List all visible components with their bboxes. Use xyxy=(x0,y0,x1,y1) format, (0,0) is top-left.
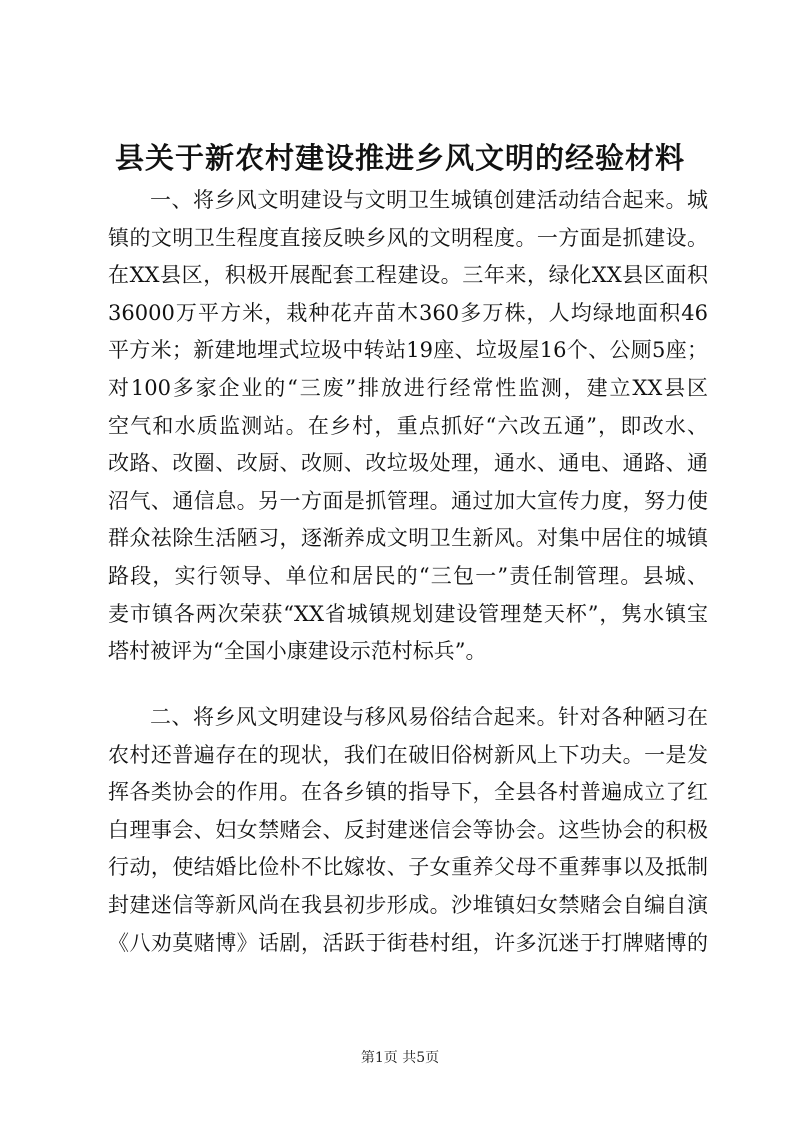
paragraph-line: 农村还普遍存在的现状，我们在破旧俗树新风上下功夫。一是发 xyxy=(108,742,708,767)
paragraph-line: 塔村被评为“全国小康建设示范村标兵”。 xyxy=(108,639,487,664)
paragraph-line: 平方米；新建地埋式垃圾中转站19座、垃圾屋16个、公厕5座； xyxy=(108,338,708,363)
paragraph-line: 行动，使结婚比俭朴不比嫁妆、子女重养父母不重葬事以及抵制 xyxy=(108,855,708,880)
paragraph-line: 麦市镇各两次荣获“XX省城镇规划建设管理楚天杯”，隽水镇宝 xyxy=(108,601,708,626)
paragraph-line: 空气和水质监测站。在乡村，重点抓好“六改五通”，即改水、 xyxy=(108,413,708,438)
paragraph-line: 封建迷信等新风尚在我县初步形成。沙堆镇妇女禁赌会自编自演 xyxy=(108,892,708,917)
paragraph-line: 36000万平方米，栽种花卉苗木360多万株，人均绿地面积46 xyxy=(108,300,708,325)
page-number-footer: 第1页 共5页 xyxy=(360,1050,440,1066)
paragraph-1 xyxy=(108,182,708,671)
paragraph-line: 一、将乡风文明建设与文明卫生城镇创建活动结合起来。城 xyxy=(150,188,708,212)
paragraph-2 xyxy=(108,699,708,962)
paragraph-line: 沼气、通信息。另一方面是抓管理。通过加大宣传力度，努力使 xyxy=(108,488,708,513)
paragraph-line: 对100多家企业的“三废”排放进行经常性监测，建立XX县区 xyxy=(108,375,708,400)
paragraph-line: 群众祛除生活陋习，逐渐养成文明卫生新风。对集中居住的城镇 xyxy=(108,526,708,551)
paragraph-line: 挥各类协会的作用。在各乡镇的指导下，全县各村普遍成立了红 xyxy=(108,780,708,805)
paragraph-line: 改路、改圈、改厨、改厕、改垃圾处理，通水、通电、通路、通 xyxy=(108,451,708,476)
paragraph-line: 白理事会、妇女禁赌会、反封建迷信会等协会。这些协会的积极 xyxy=(108,817,708,842)
paragraph-line: 二、将乡风文明建设与移风易俗结合起来。针对各种陋习在 xyxy=(150,705,708,729)
paragraph-line: 在XX县区，积极开展配套工程建设。三年来，绿化XX县区面积 xyxy=(108,263,708,288)
paragraph-line: 《八劝莫赌博》话剧，活跃于街巷村组，许多沉迷于打牌赌博的 xyxy=(108,930,708,955)
paragraph-line: 镇的文明卫生程度直接反映乡风的文明程度。一方面是抓建设。 xyxy=(108,225,708,250)
document-title: 县关于新农村建设推进乡风文明的经验材料 xyxy=(114,141,685,175)
paragraph-line: 路段，实行领导、单位和居民的“三包一”责任制管理。县城、 xyxy=(108,563,708,588)
